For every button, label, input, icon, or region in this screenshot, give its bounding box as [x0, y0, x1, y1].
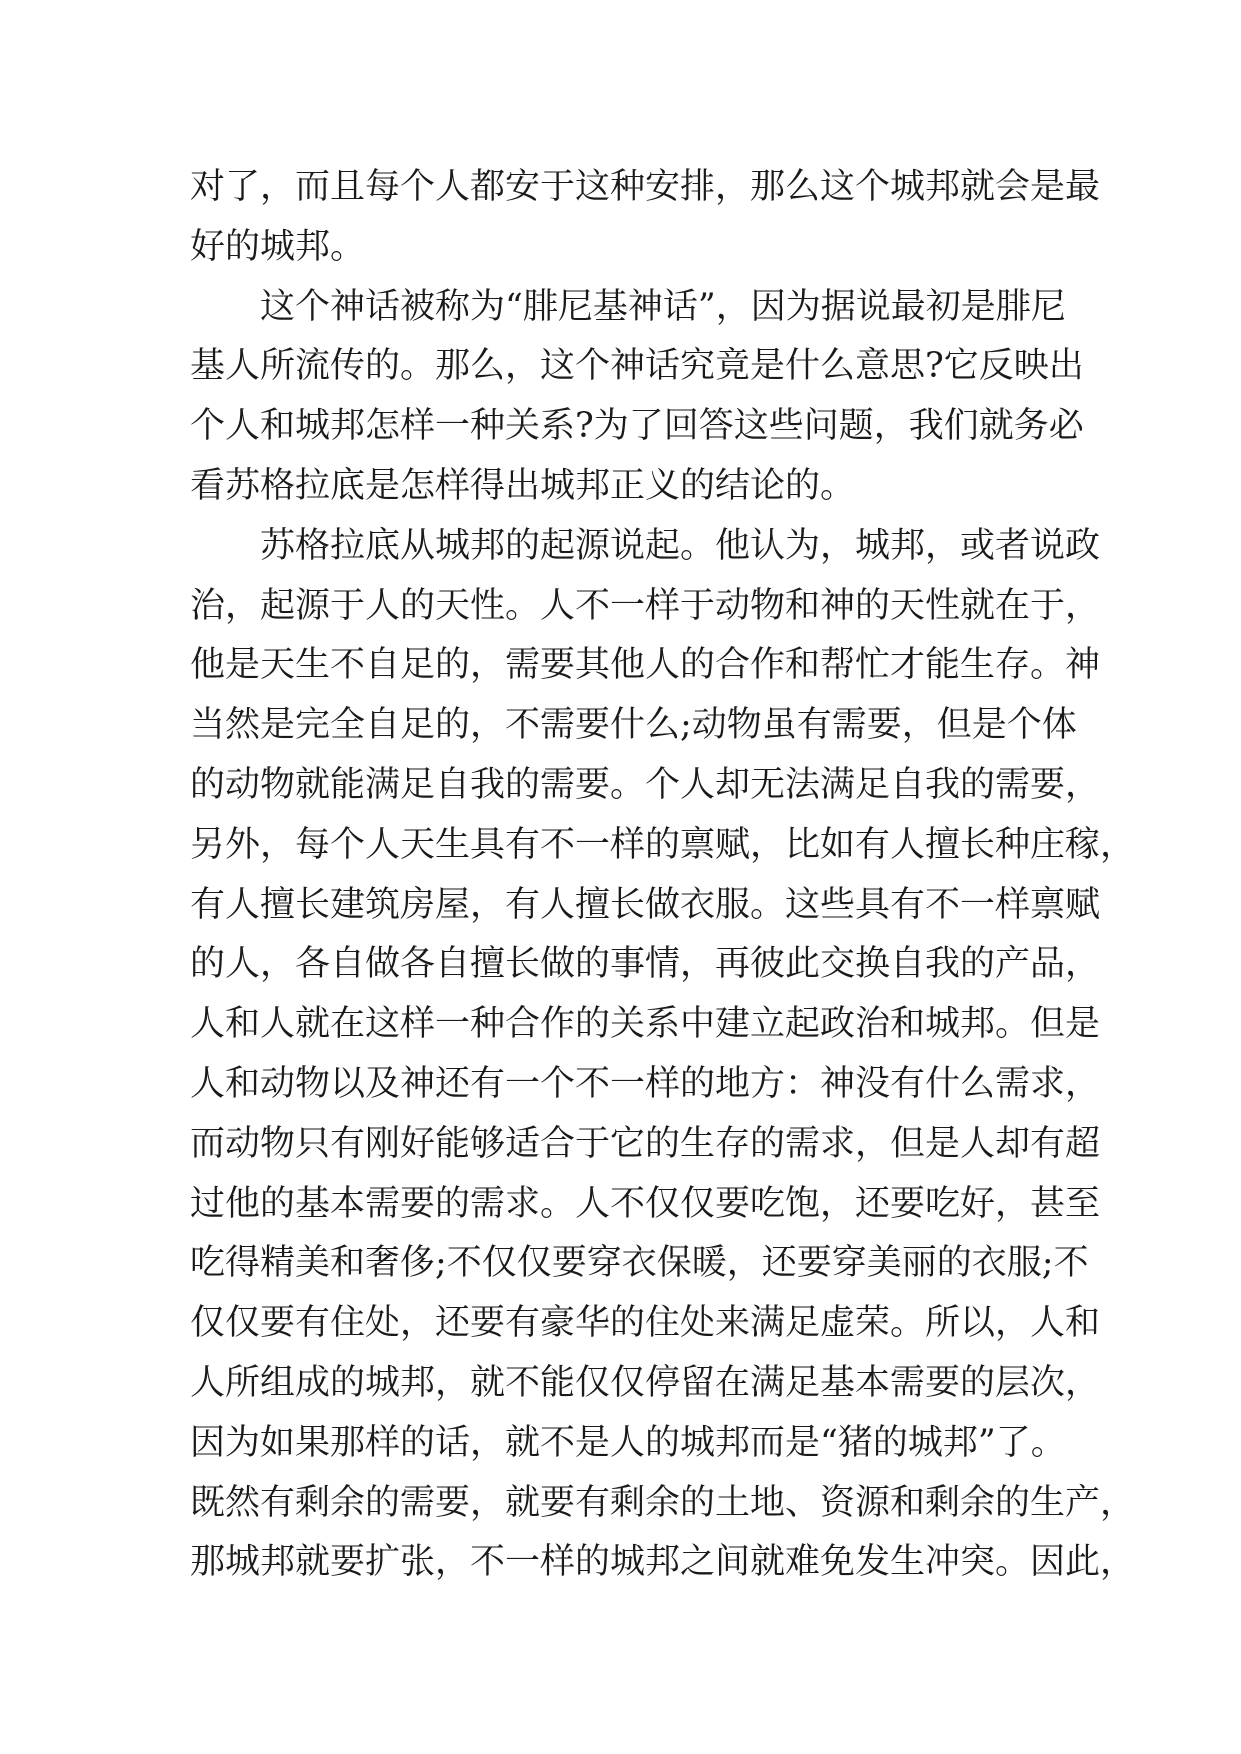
text-line: 因为如果那样的话，就不是人的城邦而是“猪的城邦”了。 [190, 1422, 1066, 1463]
text-line: 另外，每个人天生具有不一样的禀赋，比如有人擅长种庄稼， [190, 824, 1136, 865]
text-line: 苏格拉底从城邦的起源说起。他认为，城邦，或者说政 [260, 525, 1101, 566]
text-line: 吃得精美和奢侈;不仅仅要穿衣保暖，还要穿美丽的衣服;不 [190, 1243, 1089, 1284]
text-line: 对了，而且每个人都安于这种安排，那么这个城邦就会是最 [190, 167, 1101, 207]
text-line: 看苏格拉底是怎样得出城邦正义的结论的。 [190, 465, 856, 506]
text-line: 他是天生不自足的，需要其他人的合作和帮忙才能生存。神 [190, 645, 1101, 686]
text-line: 有人擅长建筑房屋，有人擅长做衣服。这些具有不一样禀赋 [190, 884, 1101, 925]
text-line: 而动物只有刚好能够适合于它的生存的需求，但是人却有超 [190, 1123, 1101, 1164]
text-line: 的人，各自做各自擅长做的事情，再彼此交换自我的产品， [190, 944, 1101, 985]
text-line: 基人所流传的。那么，这个神话究竟是什么意思?它反映出 [190, 346, 1084, 387]
text-line: 那城邦就要扩张，不一样的城邦之间就难免发生冲突。因此， [190, 1542, 1136, 1583]
text-line: 的动物就能满足自我的需要。个人却无法满足自我的需要， [190, 764, 1101, 805]
text-line: 这个神话被称为“腓尼基神话”，因为据说最初是腓尼 [260, 286, 1066, 327]
text-line: 既然有剩余的需要，就要有剩余的土地、资源和剩余的生产， [190, 1482, 1136, 1523]
text-line: 人所组成的城邦，就不能仅仅停留在满足基本需要的层次， [190, 1362, 1101, 1403]
text-line: 治，起源于人的天性。人不一样于动物和神的天性就在于， [190, 585, 1101, 626]
text-line: 好的城邦。 [190, 226, 366, 267]
body-text [190, 158, 1136, 1593]
text-line: 仅仅要有住处，还要有豪华的住处来满足虚荣。所以，人和 [190, 1303, 1101, 1344]
text-line: 过他的基本需要的需求。人不仅仅要吃饱，还要吃好，甚至 [190, 1183, 1101, 1224]
text-line: 个人和城邦怎样一种关系?为了回答这些问题，我们就务必 [190, 406, 1084, 447]
text-line: 当然是完全自足的，不需要什么;动物虽有需要，但是个体 [190, 705, 1077, 746]
text-line: 人和人就在这样一种合作的关系中建立起政治和城邦。但是 [190, 1004, 1101, 1045]
text-line: 人和动物以及神还有一个不一样的地方：神没有什么需求， [190, 1063, 1101, 1104]
